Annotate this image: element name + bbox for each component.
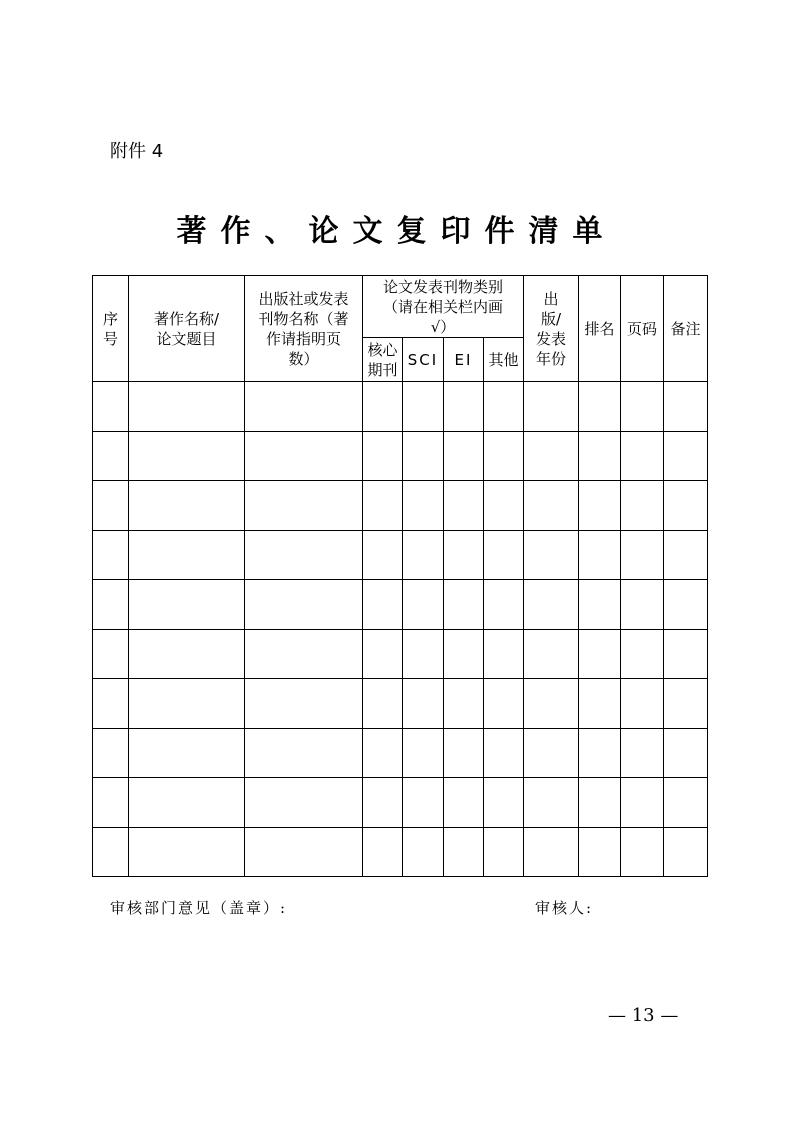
cell[interactable] xyxy=(363,827,403,877)
cell[interactable] xyxy=(129,679,245,729)
cell[interactable] xyxy=(484,382,524,432)
cell[interactable] xyxy=(579,679,621,729)
cell[interactable] xyxy=(363,728,403,778)
cell[interactable] xyxy=(579,827,621,877)
header-rank: 排名 xyxy=(579,276,621,382)
cell[interactable] xyxy=(621,679,664,729)
header-journal-category: 论文发表刊物类别（请在相关栏内画√） xyxy=(363,276,524,338)
cell[interactable] xyxy=(245,629,363,679)
cell[interactable] xyxy=(93,728,129,778)
cell[interactable] xyxy=(524,580,579,630)
cell[interactable] xyxy=(444,679,484,729)
cell[interactable] xyxy=(664,431,708,481)
cell[interactable] xyxy=(579,530,621,580)
cell[interactable] xyxy=(444,382,484,432)
cell[interactable] xyxy=(363,382,403,432)
cell[interactable] xyxy=(444,580,484,630)
table-row xyxy=(93,431,708,481)
cell[interactable] xyxy=(129,629,245,679)
cell[interactable] xyxy=(444,629,484,679)
cell[interactable] xyxy=(621,530,664,580)
cell[interactable] xyxy=(129,728,245,778)
cell[interactable] xyxy=(621,778,664,828)
cell[interactable] xyxy=(444,778,484,828)
cell[interactable] xyxy=(245,481,363,531)
cell[interactable] xyxy=(93,778,129,828)
cell[interactable] xyxy=(444,481,484,531)
cell[interactable] xyxy=(403,679,444,729)
cell[interactable] xyxy=(579,728,621,778)
review-opinion-label: 审核部门意见（盖章）: xyxy=(110,899,288,917)
subheader-sci: SCI xyxy=(403,338,444,382)
cell[interactable] xyxy=(524,530,579,580)
cell[interactable] xyxy=(363,431,403,481)
table-row xyxy=(93,580,708,630)
cell[interactable] xyxy=(129,481,245,531)
cell[interactable] xyxy=(579,382,621,432)
cell[interactable] xyxy=(245,431,363,481)
cell[interactable] xyxy=(579,629,621,679)
cell[interactable] xyxy=(245,728,363,778)
cell[interactable] xyxy=(93,530,129,580)
cell[interactable] xyxy=(129,580,245,630)
cell[interactable] xyxy=(93,481,129,531)
table-row xyxy=(93,382,708,432)
table-row xyxy=(93,827,708,877)
cell[interactable] xyxy=(403,481,444,531)
cell[interactable] xyxy=(484,629,524,679)
cell[interactable] xyxy=(245,382,363,432)
cell[interactable] xyxy=(444,728,484,778)
cell[interactable] xyxy=(129,382,245,432)
cell[interactable] xyxy=(93,827,129,877)
cell[interactable] xyxy=(524,827,579,877)
cell[interactable] xyxy=(363,530,403,580)
cell[interactable] xyxy=(363,778,403,828)
cell[interactable] xyxy=(363,580,403,630)
cell[interactable] xyxy=(664,481,708,531)
cell[interactable] xyxy=(403,629,444,679)
cell[interactable] xyxy=(664,530,708,580)
cell[interactable] xyxy=(129,778,245,828)
cell[interactable] xyxy=(579,778,621,828)
cell[interactable] xyxy=(403,382,444,432)
cell[interactable] xyxy=(484,530,524,580)
table-row xyxy=(93,728,708,778)
cell[interactable] xyxy=(621,481,664,531)
cell[interactable] xyxy=(403,827,444,877)
cell[interactable] xyxy=(93,629,129,679)
table-row xyxy=(93,679,708,729)
table-row xyxy=(93,778,708,828)
cell[interactable] xyxy=(403,431,444,481)
header-work-title: 著作名称/论文题目 xyxy=(129,276,245,382)
header-page: 页码 xyxy=(621,276,664,382)
cell[interactable] xyxy=(621,827,664,877)
cell[interactable] xyxy=(484,827,524,877)
cell[interactable] xyxy=(245,827,363,877)
cell[interactable] xyxy=(524,679,579,729)
cell[interactable] xyxy=(484,481,524,531)
cell[interactable] xyxy=(621,382,664,432)
cell[interactable] xyxy=(484,778,524,828)
cell[interactable] xyxy=(245,580,363,630)
header-remarks: 备注 xyxy=(664,276,708,382)
cell[interactable] xyxy=(524,778,579,828)
subheader-core: 核心期刊 xyxy=(363,338,403,382)
cell[interactable] xyxy=(664,778,708,828)
table-row xyxy=(93,629,708,679)
cell[interactable] xyxy=(524,431,579,481)
cell[interactable] xyxy=(363,679,403,729)
cell[interactable] xyxy=(524,629,579,679)
cell[interactable] xyxy=(363,629,403,679)
cell[interactable] xyxy=(484,431,524,481)
cell[interactable] xyxy=(664,827,708,877)
cell[interactable] xyxy=(621,728,664,778)
attachment-label: 附件 4 xyxy=(110,141,164,162)
cell[interactable] xyxy=(664,629,708,679)
cell[interactable] xyxy=(579,481,621,531)
cell[interactable] xyxy=(245,778,363,828)
cell[interactable] xyxy=(93,580,129,630)
cell[interactable] xyxy=(484,728,524,778)
cell[interactable] xyxy=(444,530,484,580)
cell[interactable] xyxy=(93,679,129,729)
cell[interactable] xyxy=(664,382,708,432)
cell[interactable] xyxy=(129,827,245,877)
cell[interactable] xyxy=(621,580,664,630)
reviewer-label: 审核人: xyxy=(535,899,594,917)
subheader-other: 其他 xyxy=(484,338,524,382)
cell[interactable] xyxy=(129,431,245,481)
cell[interactable] xyxy=(664,679,708,729)
cell[interactable] xyxy=(484,580,524,630)
cell[interactable] xyxy=(403,778,444,828)
cell[interactable] xyxy=(664,728,708,778)
cell[interactable] xyxy=(484,679,524,729)
subheader-ei: EI xyxy=(444,338,484,382)
cell[interactable] xyxy=(524,382,579,432)
header-pub-year: 出版/发表年份 xyxy=(524,276,579,382)
cell[interactable] xyxy=(93,382,129,432)
cell[interactable] xyxy=(664,580,708,630)
cell[interactable] xyxy=(363,481,403,531)
cell[interactable] xyxy=(524,481,579,531)
cell[interactable] xyxy=(444,431,484,481)
header-publisher: 出版社或发表刊物名称（著作请指明页数） xyxy=(245,276,363,382)
cell[interactable] xyxy=(579,580,621,630)
header-seq: 序号 xyxy=(93,276,129,382)
cell[interactable] xyxy=(524,728,579,778)
page-title: 著作、论文复印件清单 xyxy=(176,214,617,249)
cell[interactable] xyxy=(93,431,129,481)
cell[interactable] xyxy=(621,431,664,481)
cell[interactable] xyxy=(245,679,363,729)
cell[interactable] xyxy=(129,530,245,580)
cell[interactable] xyxy=(403,580,444,630)
table-row xyxy=(93,481,708,531)
works-table xyxy=(92,275,708,877)
cell[interactable] xyxy=(579,431,621,481)
cell[interactable] xyxy=(403,728,444,778)
cell[interactable] xyxy=(621,629,664,679)
cell[interactable] xyxy=(444,827,484,877)
page-number: — 13 — xyxy=(608,1005,679,1026)
table-row xyxy=(93,530,708,580)
cell[interactable] xyxy=(403,530,444,580)
cell[interactable] xyxy=(245,530,363,580)
